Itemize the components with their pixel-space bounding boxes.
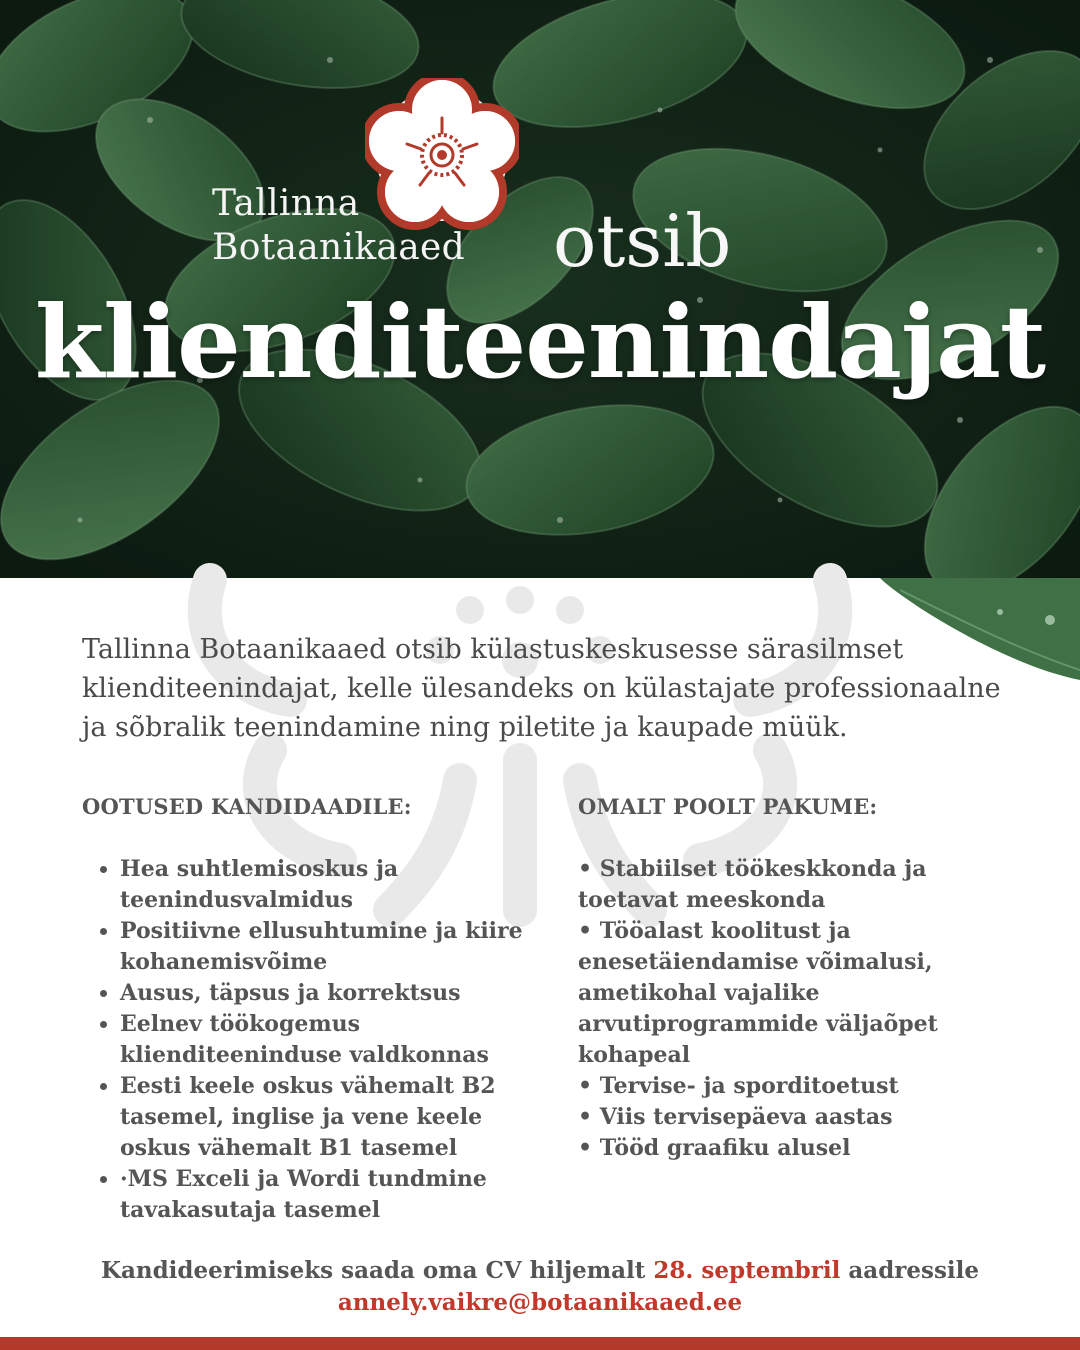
list-item: • Positiivne ellusuhtumine ja kiire kohanemisvõime xyxy=(120,916,537,978)
offers-list xyxy=(578,854,938,1164)
offers-heading: OMALT POOLT PAKUME: xyxy=(578,794,878,819)
hero-title: klienditeenindajat xyxy=(34,283,1046,401)
contact-email-link[interactable]: annely.vaikre@botaanikaaed.ee xyxy=(337,1289,743,1316)
expectations-heading: OOTUSED KANDIDAADILE: xyxy=(82,794,412,819)
bottom-accent-bar xyxy=(0,1337,1080,1350)
list-item: • Ausus, täpsus ja korrektsus xyxy=(120,978,537,1009)
logo-wordmark xyxy=(212,182,465,270)
list-item: • ·MS Exceli ja Wordi tundmine tavakasutaja tasemel xyxy=(120,1164,537,1226)
list-item: • Stabiilset töökeskkonda ja toetavat meeskonda xyxy=(578,856,927,913)
footer-text-after: aadressile xyxy=(848,1257,980,1284)
list-item: • Viis tervisepäeva aastas xyxy=(578,1104,893,1130)
list-item: • Tervise- ja sporditoetust xyxy=(578,1073,899,1099)
footer-text-before: Kandideerimiseks saada oma CV hiljemalt xyxy=(100,1257,646,1284)
list-item: • Tööd graafiku alusel xyxy=(578,1135,851,1161)
list-item: • Hea suhtlemisoskus ja teenindusvalmidus xyxy=(120,854,537,916)
application-instructions xyxy=(0,1256,1080,1286)
deadline-date: 28. septembril xyxy=(653,1257,841,1284)
hero-otsib-word: otsib xyxy=(553,199,732,283)
list-item: • Tööalast koolitust ja enesetäiendamise võimalusi, ametikohal vajalike arvutiprogrammide väljaõpet kohapeal xyxy=(578,918,938,1068)
list-item: • Eesti keele oskus vähemalt B2 tasemel, inglise ja vene keele oskus vähemalt B1 tasemel xyxy=(120,1071,537,1164)
intro-paragraph: Tallinna Botaanikaaed otsib külastuskeskusesse särasilmset klienditeenindajat, kelle ülesandeks on külastajate professionaalne ja sõbralik teenindamine ning piletite ja kaupade müük. xyxy=(82,634,1001,743)
list-item: • Eelnev töökogemus klienditeeninduse valdkonnas xyxy=(120,1009,537,1071)
logo-line-2: Botaanikaaed xyxy=(212,227,465,268)
logo-line-1: Tallinna xyxy=(212,183,360,224)
hero-section xyxy=(0,0,1080,578)
expectations-list xyxy=(82,854,537,1226)
